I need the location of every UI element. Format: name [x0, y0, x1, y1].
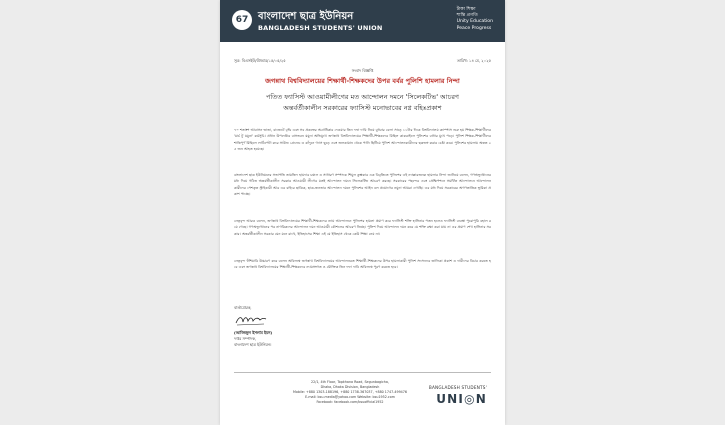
org-logo-icon: 67 — [232, 10, 252, 30]
headline-sub-1: পতিত ফ্যাসিস্ট আওয়ামীলীগের মত আন্দোলন দমনে 'সিলেকটিভ' আচরণ — [265, 93, 460, 101]
slogan-line: Peace Progress — [456, 25, 492, 31]
press-release-page — [220, 0, 505, 425]
contact-line: Facebook: facebook.com/bsuofficial1952 — [316, 400, 384, 404]
contact-line: 22/1, 4th Floor, Topkhana Road, Segunbagicha, — [311, 380, 389, 384]
footer-logo-wordmark: UNI◎N — [436, 392, 487, 406]
contact-line: E-mail: bsu.media@yahoo.com Website: bsu1952.com — [305, 395, 395, 399]
letterhead-header — [220, 0, 505, 42]
headline-sub-2: অন্তর্বর্তীকালীন সরকারের ফ্যাসিস্ট মনোভাবের নগ্ন বহিঃপ্রকাশ — [283, 104, 442, 112]
press-release-label: সংবাদ বিজ্ঞপ্তি — [351, 68, 374, 73]
slogan-line: শান্তি প্রগতি — [456, 13, 478, 19]
release-date: তারিখ: ১৪ মে, ২০২৫ — [456, 58, 491, 63]
reference-number: সূত্র: বিএসইউ/প্রিআর/১৫/০৫/২৫ — [234, 58, 286, 63]
body-paragraph-1: ৭০ শতাংশ আবাসন ভাতা, বাজেটে বৃদ্ধি এবং সব প্রকল্পের অগ্রাধিকার দেওয়ার তিন দফা দাবি নিয়ে বুধবার বেলা সাড়ে ১১টার দিকে বিশ্ববিদ্যালয় ক্যাম্পাস শুরু হয় শিক্ষক-শিক্ষার্থীদের 'মার্চ টু যমুনা' কর্মসূচি। প্রধান উপদেষ্টার বাসভবন যমুনা অভিমুখে জগন্নাথ বিশ্ববিদ্যালয়ের শিক্ষার্থী-শিক্ষকদের মিছিল কাকরাইলে পুলিশের বাধার মুখে পড়ে। পুলিশ শিক্ষক-শিক্ষার্থীদের শান্তিপূর্ণ মিছিলে লাঠিপেটা করে সাউন্ড গ্রেনেড ও কাঁদুনে গ্যাস ছুড়ে এবং জলকামান থেকে পানি ছিটিয়ে পুলিশ আন্দোলনকারীদের ছত্রভঙ্গ করার চেষ্টা করে। পুলিশের হামলায় অন্তত ২৫ জন আহত হয়েছে। — [234, 128, 491, 152]
org-name-english: BANGLADESH STUDENTS' UNION — [258, 24, 383, 32]
footer-divider — [234, 372, 491, 373]
slogan-line: Unity Education — [456, 19, 493, 25]
footer-contact-block — [280, 380, 420, 405]
body-paragraph-2: বাংলাদেশ ছাত্র ইউনিয়নের সভাপতি তামজিদ হায়দার চঞ্চল ও সাধারণ সম্পাদক শিমুল কুম্ভকার এক বিবৃতিতে পুলিশের এই ন্যাক্কারজনক হামলার নিন্দা জানিয়ে বলেন, গণঅভ্যুত্থানের মধ্য দিয়ে গঠিত অন্তর্বর্তীকালীন সরকার আওয়ামী লীগের মতই আন্দোলন দমনে সিলেকটিভ আচরণ করছে। সরকারের পছন্দের এবং প্রেক্ষিপশনে সমর্থিত আন্দোলনে আন্দোলনকারীদের পেশকৃত স্ট্রাইকারী আর এর বাইরে ছাত্রিক, ছাত্র-জনতার আন্দোলন দমনে পুলিশের আইন বল প্রয়োগের নমুনা আমরা দেখছি। এর মধ্য দিয়ে সরকারের অগণতান্ত্রিক ভূমিকা প্রকাশ পাচ্ছে। — [234, 173, 491, 197]
signatory-organization: বাংলাদেশ ছাত্র ইউনিয়ন। — [234, 342, 272, 347]
org-slogan — [457, 7, 493, 32]
contact-line: Dhaka, Dhaka Division, Bangladesh — [320, 385, 380, 389]
body-paragraph-4: নেতৃবৃন্দ হুঁশিয়ারি উচ্চারণ করে বলেন অবিলম্বে জগন্নাথ বিশ্ববিদ্যালয়ের আন্দোলনরত শিক্ষার্থী-শিক্ষকদের উপর হামলাকারী পুলিশ সদস্যদের তালিকা প্রকাশ ও দায়ীদের বিচার করতে হবে এবং জগন্নাথ বিশ্ববিদ্যালয়ের শিক্ষার্থী-শিক্ষকদের ন্যায়সংগত ও যৌক্তিক তিন দফা দাবি অবিলম্বে পূরণ করতে হবে। — [234, 259, 491, 270]
headline-main: জগন্নাথ বিশ্ববিদ্যালয়ের শিক্ষার্থী-শিক্ষকদের উপর বর্বর পুলিশি হামলার নিন্দা — [265, 77, 460, 85]
slogan-line: টাকা শিক্ষা — [456, 7, 476, 12]
signature-closing: বার্তাপ্রেরক, — [234, 305, 252, 310]
body-paragraph-3: নেতৃবৃন্দ আরও বলেন, জগন্নাথ বিশ্ববিদ্যালয়ের শিক্ষার্থী-শিক্ষকদের ন্যায় আন্দোলনে পুলিশের হামলা প্রমাণ করে ফ্যাসিস্ট শক্তি হাসিনার পতন হলেও ফ্যাসিস্ট ব্যবস্থা পুরোপুরি বহাল রয়ে গেছে। গণঅভ্যুত্থানের পর নাগরিকদের আন্দোলন দমন আওয়ামী কৌশলের আচরণ নিচ্ছে। পুলিশ দিয়ে আন্দোলন দমন করে যে শক্তি রক্ষা করা যায় না এর প্রমাণ শেখ হাসিনার সরকার। অন্তর্বর্তীকালীন সরকার যেন মনে রাখে, ইতিহাসের শিক্ষা এই যে ইতিহাস থেকে কেউ শিক্ষা নেয় না। — [234, 219, 491, 236]
signatory-name: (আজিজুল ইসলাম ইমন) — [234, 330, 273, 335]
footer-logo-caption: BANGLADESH STUDENTS' — [428, 385, 487, 390]
signatory-title: দপ্তর সম্পাদক, — [234, 336, 257, 341]
contact-line: Mobile: +880 1303-188196, +880 1738-367037, +880 1747-499476 — [293, 390, 407, 394]
handwritten-signature-icon — [234, 313, 268, 327]
org-name-bangla: বাংলাদেশ ছাত্র ইউনিয়ন — [258, 11, 354, 22]
